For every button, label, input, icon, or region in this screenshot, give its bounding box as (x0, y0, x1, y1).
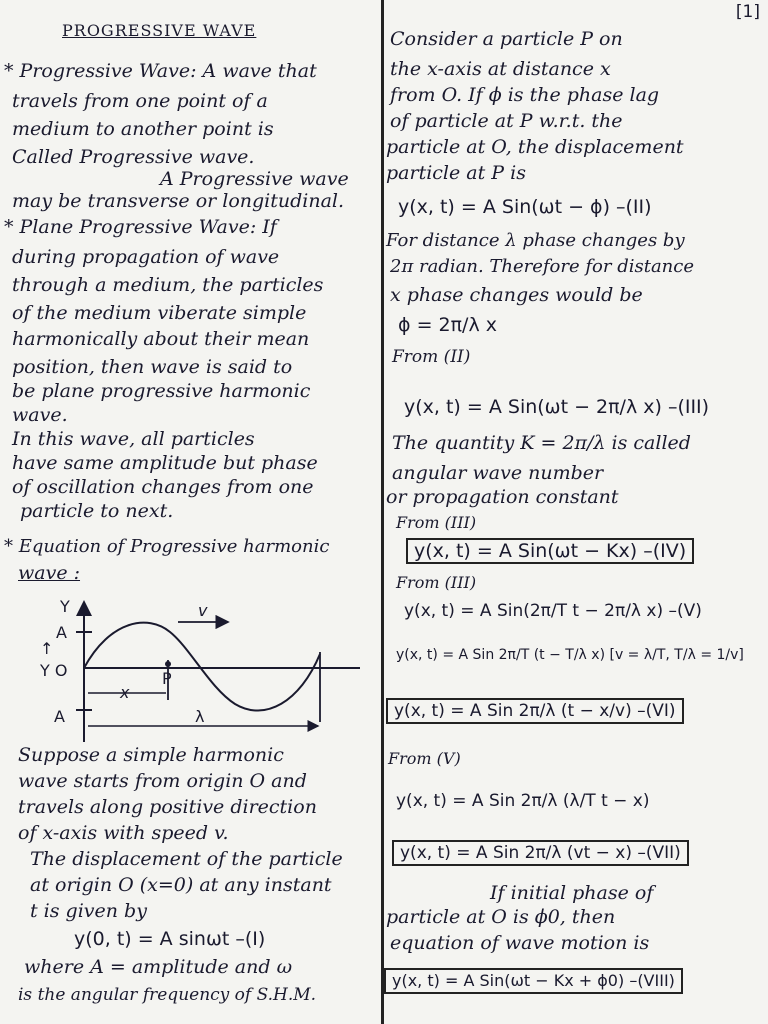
left-line: wave. (12, 404, 68, 426)
right-line: x phase changes would be (390, 284, 643, 306)
right-line: For distance λ phase changes by (386, 230, 685, 251)
left-line: wave starts from origin O and (18, 770, 307, 792)
right-line: From (III) (396, 513, 477, 532)
fig-label-up: ↑ (40, 639, 54, 658)
left-line: travels from one point of a (12, 90, 268, 112)
left-line: medium to another point is (12, 118, 274, 140)
left-line: * Equation of Progressive harmonic (4, 536, 330, 557)
left-line: is the angular frequency of S.H.M. (18, 985, 317, 1005)
left-line: t is given by (30, 900, 147, 922)
right-line: the x-axis at distance x (390, 58, 611, 80)
fig-label-v: v (198, 601, 208, 620)
phi-expression: ϕ = 2π/λ x (398, 314, 497, 336)
left-line: * Progressive Wave: A wave that (4, 60, 317, 82)
right-line: particle at P is (386, 162, 526, 184)
fig-label-p: P (162, 669, 172, 688)
left-line: during propagation of wave (12, 246, 280, 268)
fig-label-a-top: A (56, 623, 67, 642)
wave-diagram (30, 592, 370, 752)
left-line: Suppose a simple harmonic (18, 744, 284, 766)
left-line: through a medium, the particles (12, 274, 324, 296)
right-line: angular wave number (392, 462, 604, 484)
left-line: In this wave, all particles (12, 428, 255, 450)
left-line: travels along positive direction (18, 796, 317, 818)
page-number: [1] (735, 2, 760, 22)
left-line: of oscillation changes from one (12, 476, 314, 498)
fig-label-y: Y (60, 597, 70, 616)
left-line: wave : (18, 562, 81, 584)
left-line: of the medium viberate simple (12, 302, 307, 324)
left-line: Called Progressive wave. (12, 146, 255, 168)
column-divider (381, 0, 384, 1024)
left-line: may be transverse or longitudinal. (12, 190, 345, 212)
left-line: be plane progressive harmonic (12, 380, 311, 402)
fig-label-lambda: λ (195, 707, 205, 726)
left-line: position, then wave is said to (12, 356, 293, 378)
equation-1: y(0, t) = A sinωt –(I) (74, 928, 266, 950)
right-line: If initial phase of (490, 882, 654, 904)
equation-5b: y(x, t) = A Sin 2π/T (t − T/λ x) [v = λ/T, T/λ = 1/v] (396, 647, 744, 663)
right-line: Consider a particle P on (390, 28, 623, 50)
right-line: equation of wave motion is (390, 932, 650, 954)
left-line: particle to next. (20, 500, 174, 522)
equation-7-boxed: y(x, t) = A Sin 2π/λ (vt − x) –(VII) (392, 840, 689, 866)
page-title: PROGRESSIVE WAVE (62, 21, 257, 40)
right-line: of particle at P w.r.t. the (390, 110, 623, 132)
equation-5: y(x, t) = A Sin(2π/T t − 2π/λ x) –(V) (404, 601, 702, 621)
right-line: particle at O is ϕ0, then (386, 906, 616, 928)
right-line: particle at O, the displacement (386, 136, 684, 158)
left-line: of x-axis with speed v. (18, 822, 229, 844)
right-line: From (II) (392, 347, 471, 367)
left-line: * Plane Progressive Wave: If (4, 216, 277, 238)
equation-6-boxed: y(x, t) = A Sin 2π/λ (t − x/v) –(VI) (386, 698, 684, 724)
left-line: at origin O (x=0) at any instant (30, 874, 332, 896)
fig-label-a-bottom: A (54, 707, 65, 726)
left-line: A Progressive wave (160, 168, 349, 190)
left-line: harmonically about their mean (12, 328, 310, 350)
right-line: from O. If ϕ is the phase lag (390, 84, 660, 106)
right-line: The quantity K = 2π/λ is called (392, 432, 691, 454)
equation-8-boxed: y(x, t) = A Sin(ωt − Kx + ϕ0) –(VIII) (384, 968, 683, 994)
equation-7a: y(x, t) = A Sin 2π/λ (λ/T t − x) (396, 791, 650, 811)
equation-4-boxed: y(x, t) = A Sin(ωt − Kx) –(IV) (406, 538, 694, 564)
right-line: From (III) (396, 573, 477, 592)
fig-label-x: x (120, 683, 130, 702)
left-line: have same amplitude but phase (12, 452, 318, 474)
fig-label-yo: Y O (40, 661, 68, 680)
right-line: From (V) (388, 749, 461, 768)
equation-3: y(x, t) = A Sin(ωt − 2π/λ x) –(III) (404, 396, 710, 418)
left-line: where A = amplitude and ω (24, 956, 293, 978)
equation-2: y(x, t) = A Sin(ωt − ϕ) –(II) (398, 196, 652, 218)
right-line: 2π radian. Therefore for distance (390, 256, 695, 277)
left-line: The displacement of the particle (30, 848, 343, 870)
right-line: or propagation constant (386, 486, 619, 508)
